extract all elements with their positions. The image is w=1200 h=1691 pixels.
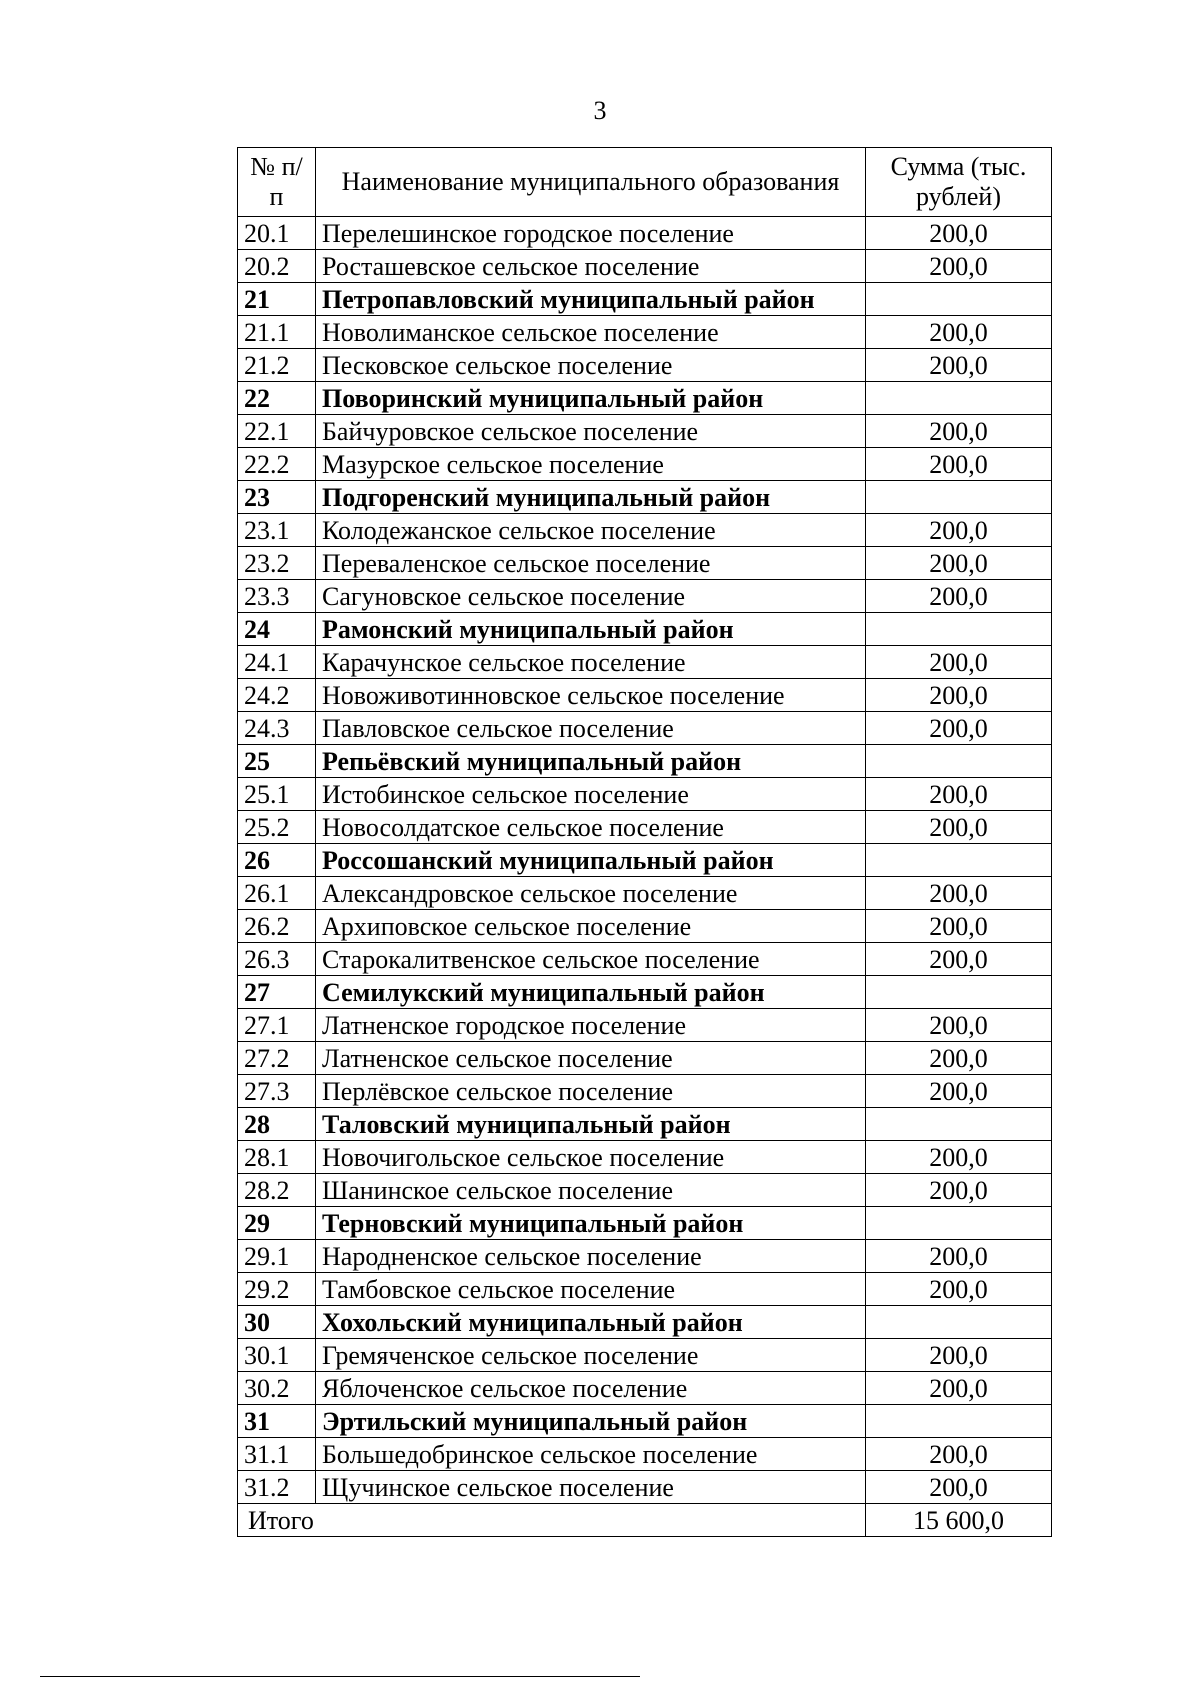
row-name: Байчуровское сельское поселение	[316, 415, 866, 448]
row-number: 29	[238, 1207, 316, 1240]
row-sum	[866, 1405, 1052, 1438]
row-name: Россошанский муниципальный район	[316, 844, 866, 877]
row-name: Новосолдатское сельское поселение	[316, 811, 866, 844]
row-number: 22.2	[238, 448, 316, 481]
row-name: Новоживотинновское сельское поселение	[316, 679, 866, 712]
row-name: Петропавловский муниципальный район	[316, 283, 866, 316]
district-row	[238, 1306, 1052, 1339]
row-sum: 200,0	[866, 1339, 1052, 1372]
row-number: 20.1	[238, 217, 316, 250]
row-number: 26	[238, 844, 316, 877]
row-name: Терновский муниципальный район	[316, 1207, 866, 1240]
row-name: Колодежанское сельское поселение	[316, 514, 866, 547]
row-number: 27.2	[238, 1042, 316, 1075]
table-body	[238, 217, 1052, 1504]
row-name: Эртильский муниципальный район	[316, 1405, 866, 1438]
row-number: 28	[238, 1108, 316, 1141]
row-name: Старокалитвенское сельское поселение	[316, 943, 866, 976]
row-name: Архиповское сельское поселение	[316, 910, 866, 943]
table-row	[238, 316, 1052, 349]
row-name: Песковское сельское поселение	[316, 349, 866, 382]
table-row	[238, 943, 1052, 976]
table-row	[238, 646, 1052, 679]
row-number: 27	[238, 976, 316, 1009]
district-row	[238, 481, 1052, 514]
row-number: 25.2	[238, 811, 316, 844]
row-sum: 200,0	[866, 679, 1052, 712]
row-sum: 200,0	[866, 316, 1052, 349]
row-name: Мазурское сельское поселение	[316, 448, 866, 481]
district-row	[238, 613, 1052, 646]
row-name: Перлёвское сельское поселение	[316, 1075, 866, 1108]
row-name: Александровское сельское поселение	[316, 877, 866, 910]
row-sum: 200,0	[866, 1372, 1052, 1405]
table-row	[238, 1009, 1052, 1042]
row-name: Сагуновское сельское поселение	[316, 580, 866, 613]
total-label: Итого	[238, 1504, 866, 1537]
table-row	[238, 580, 1052, 613]
total-row	[238, 1504, 1052, 1537]
table-row	[238, 415, 1052, 448]
row-number: 25.1	[238, 778, 316, 811]
page-number: 3	[593, 96, 607, 125]
row-number: 27.1	[238, 1009, 316, 1042]
row-name: Карачунское сельское поселение	[316, 646, 866, 679]
row-name: Поворинский муниципальный район	[316, 382, 866, 415]
table-row	[238, 712, 1052, 745]
row-name: Латненское городское поселение	[316, 1009, 866, 1042]
row-number: 23	[238, 481, 316, 514]
row-sum: 200,0	[866, 580, 1052, 613]
row-sum: 200,0	[866, 349, 1052, 382]
row-sum: 200,0	[866, 448, 1052, 481]
row-sum	[866, 481, 1052, 514]
row-number: 22.1	[238, 415, 316, 448]
row-name: Хохольский муниципальный район	[316, 1306, 866, 1339]
table-row	[238, 1273, 1052, 1306]
row-sum: 200,0	[866, 514, 1052, 547]
header-sum: Сумма (тыс. рублей)	[866, 148, 1052, 217]
district-row	[238, 844, 1052, 877]
table-row	[238, 778, 1052, 811]
row-number: 29.2	[238, 1273, 316, 1306]
row-sum	[866, 1306, 1052, 1339]
table-row	[238, 217, 1052, 250]
row-name: Павловское сельское поселение	[316, 712, 866, 745]
row-sum: 200,0	[866, 1141, 1052, 1174]
row-sum: 200,0	[866, 1009, 1052, 1042]
row-sum: 200,0	[866, 1471, 1052, 1504]
row-sum: 200,0	[866, 877, 1052, 910]
row-number: 24	[238, 613, 316, 646]
table-row	[238, 1174, 1052, 1207]
table-row	[238, 877, 1052, 910]
row-sum: 200,0	[866, 1438, 1052, 1471]
district-row	[238, 976, 1052, 1009]
row-sum: 200,0	[866, 250, 1052, 283]
row-sum: 200,0	[866, 1174, 1052, 1207]
table-row	[238, 910, 1052, 943]
row-name: Новолиманское сельское поселение	[316, 316, 866, 349]
row-sum: 200,0	[866, 415, 1052, 448]
row-name: Народненское сельское поселение	[316, 1240, 866, 1273]
row-name: Яблоченское сельское поселение	[316, 1372, 866, 1405]
row-sum: 200,0	[866, 943, 1052, 976]
row-number: 30.2	[238, 1372, 316, 1405]
row-sum	[866, 283, 1052, 316]
table-row	[238, 1438, 1052, 1471]
row-number: 24.2	[238, 679, 316, 712]
row-number: 21.1	[238, 316, 316, 349]
row-number: 22	[238, 382, 316, 415]
row-number: 28.1	[238, 1141, 316, 1174]
row-number: 23.3	[238, 580, 316, 613]
table-row	[238, 1075, 1052, 1108]
row-number: 26.1	[238, 877, 316, 910]
row-name: Переваленское сельское поселение	[316, 547, 866, 580]
row-name: Рамонский муниципальный район	[316, 613, 866, 646]
row-sum	[866, 613, 1052, 646]
row-number: 26.3	[238, 943, 316, 976]
row-sum: 200,0	[866, 217, 1052, 250]
table-row	[238, 547, 1052, 580]
row-name: Латненское сельское поселение	[316, 1042, 866, 1075]
row-number: 31	[238, 1405, 316, 1438]
district-row	[238, 1405, 1052, 1438]
table-row	[238, 250, 1052, 283]
table-row	[238, 349, 1052, 382]
row-number: 29.1	[238, 1240, 316, 1273]
table-row	[238, 1339, 1052, 1372]
row-sum: 200,0	[866, 1042, 1052, 1075]
row-number: 23.1	[238, 514, 316, 547]
row-name: Истобинское сельское поселение	[316, 778, 866, 811]
row-name: Большедобринское сельское поселение	[316, 1438, 866, 1471]
row-number: 21	[238, 283, 316, 316]
row-number: 30.1	[238, 1339, 316, 1372]
row-name: Перелешинское городское поселение	[316, 217, 866, 250]
row-name: Гремяченское сельское поселение	[316, 1339, 866, 1372]
table-row	[238, 448, 1052, 481]
row-name: Таловский муниципальный район	[316, 1108, 866, 1141]
district-row	[238, 745, 1052, 778]
row-sum	[866, 844, 1052, 877]
header-number: № п/п	[238, 148, 316, 217]
row-name: Подгоренский муниципальный район	[316, 481, 866, 514]
row-sum: 200,0	[866, 1273, 1052, 1306]
row-name: Новочигольское сельское поселение	[316, 1141, 866, 1174]
row-sum: 200,0	[866, 547, 1052, 580]
row-number: 31.1	[238, 1438, 316, 1471]
row-sum: 200,0	[866, 910, 1052, 943]
table-row	[238, 514, 1052, 547]
table-row	[238, 1042, 1052, 1075]
row-name: Репьёвский муниципальный район	[316, 745, 866, 778]
header-name: Наименование муниципального образования	[316, 148, 866, 217]
row-name: Тамбовское сельское поселение	[316, 1273, 866, 1306]
row-sum	[866, 745, 1052, 778]
row-name: Семилукский муниципальный район	[316, 976, 866, 1009]
row-sum: 200,0	[866, 646, 1052, 679]
row-number: 25	[238, 745, 316, 778]
row-sum	[866, 976, 1052, 1009]
row-number: 30	[238, 1306, 316, 1339]
table-row	[238, 1240, 1052, 1273]
table-row	[238, 1141, 1052, 1174]
district-row	[238, 382, 1052, 415]
row-number: 20.2	[238, 250, 316, 283]
table-header	[238, 148, 1052, 217]
row-number: 28.2	[238, 1174, 316, 1207]
page-bottom-rule	[40, 1676, 640, 1677]
total-sum: 15 600,0	[866, 1504, 1052, 1537]
table-row	[238, 1471, 1052, 1504]
row-sum	[866, 1108, 1052, 1141]
row-sum	[866, 382, 1052, 415]
table-row	[238, 811, 1052, 844]
row-sum	[866, 1207, 1052, 1240]
district-row	[238, 1207, 1052, 1240]
row-number: 23.2	[238, 547, 316, 580]
row-name: Шанинское сельское поселение	[316, 1174, 866, 1207]
row-name: Щучинское сельское поселение	[316, 1471, 866, 1504]
row-sum: 200,0	[866, 1240, 1052, 1273]
row-number: 24.3	[238, 712, 316, 745]
table-row	[238, 679, 1052, 712]
row-number: 26.2	[238, 910, 316, 943]
row-sum: 200,0	[866, 712, 1052, 745]
row-number: 24.1	[238, 646, 316, 679]
district-row	[238, 1108, 1052, 1141]
table-row	[238, 1372, 1052, 1405]
row-name: Росташевское сельское поселение	[316, 250, 866, 283]
row-number: 31.2	[238, 1471, 316, 1504]
row-sum: 200,0	[866, 778, 1052, 811]
row-sum: 200,0	[866, 811, 1052, 844]
row-number: 21.2	[238, 349, 316, 382]
district-row	[238, 283, 1052, 316]
row-number: 27.3	[238, 1075, 316, 1108]
row-sum: 200,0	[866, 1075, 1052, 1108]
allocation-table	[237, 147, 1052, 1537]
